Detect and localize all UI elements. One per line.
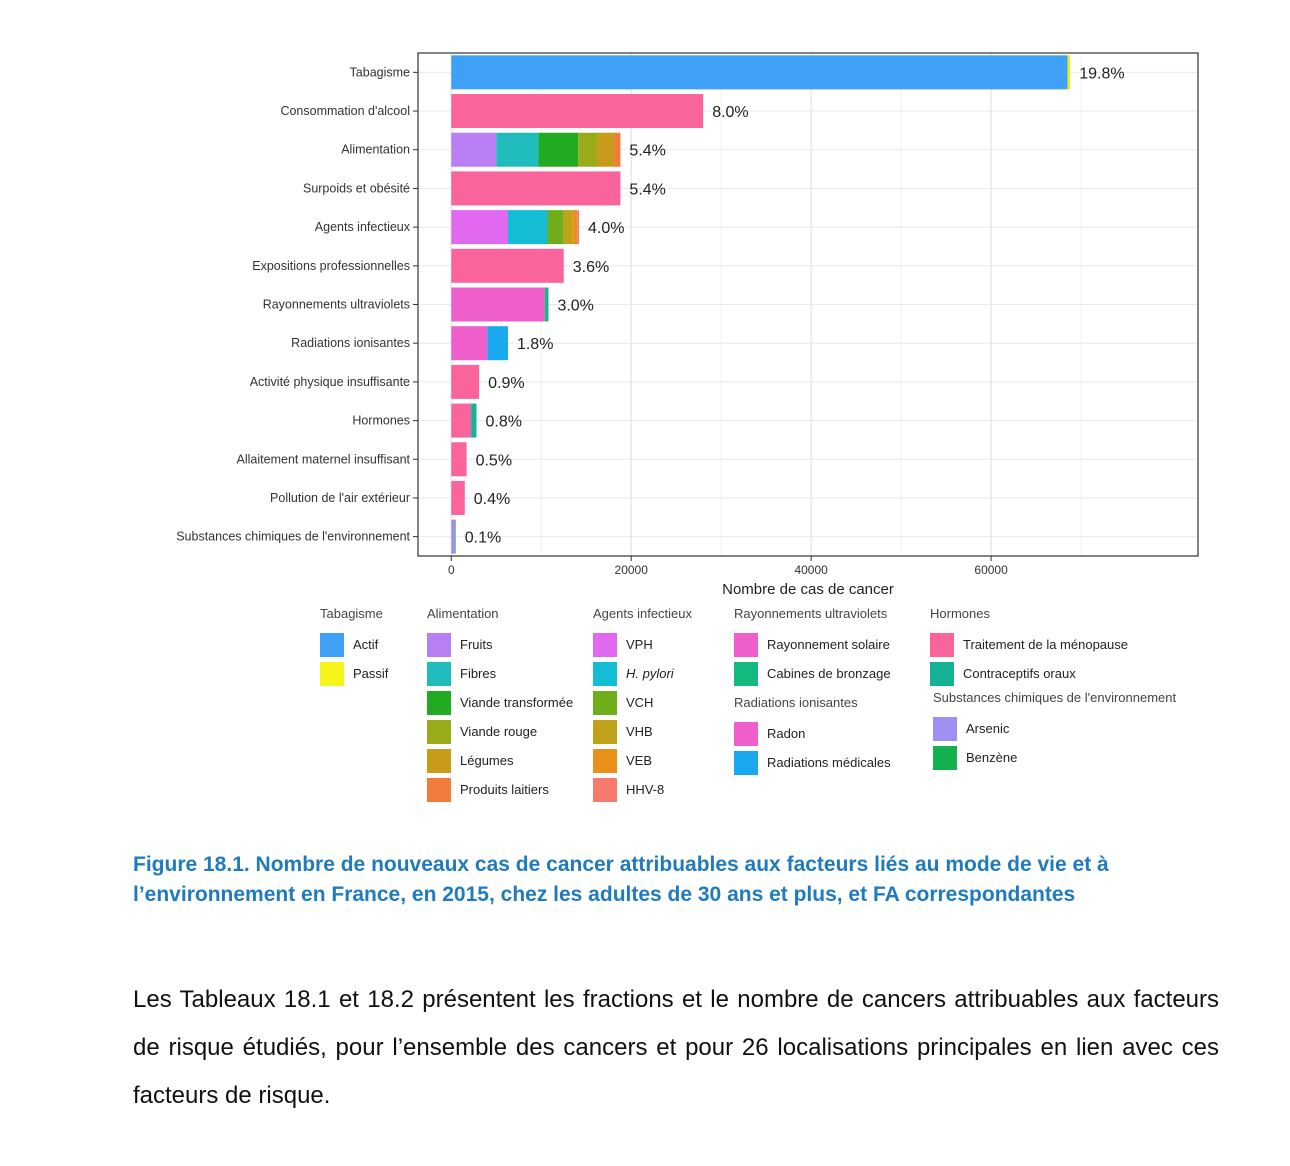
- bar-segment: [451, 520, 455, 554]
- legend-group-agents-infectieux: [593, 604, 692, 804]
- legend-label: Fruits: [460, 637, 493, 652]
- legend-swatch: [427, 749, 451, 773]
- legend-swatch: [734, 722, 758, 746]
- bar-segment: [451, 171, 620, 205]
- legend-item-cabines-de-bronzage: [734, 659, 891, 688]
- legend-item-arsenic: [933, 714, 1176, 743]
- legend-group-tabagisme: [320, 604, 388, 688]
- legend-title: Radiations ionisantes: [734, 695, 858, 710]
- legend-swatch: [933, 746, 957, 770]
- y-tick-label: Alimentation: [341, 142, 410, 157]
- legend-title: Substances chimiques de l'environnement: [933, 690, 1177, 705]
- legend-swatch: [593, 720, 617, 744]
- bar-value-label: 0.5%: [475, 452, 513, 470]
- legend-item-vph: [593, 630, 692, 659]
- legend-item-fibres: [427, 659, 573, 688]
- bar-value-label: 1.8%: [516, 336, 554, 354]
- bar-segment: [539, 133, 579, 167]
- legend-item-viande-transformee: [427, 688, 573, 717]
- legend-label: VHB: [626, 724, 653, 739]
- legend-label: Passif: [353, 666, 389, 681]
- legend-label: Radon: [767, 726, 806, 741]
- legend-label: Rayonnement solaire: [767, 637, 890, 652]
- bar-segment: [578, 133, 597, 167]
- chart-legend: [0, 598, 1290, 828]
- legend-swatch: [427, 778, 451, 802]
- bar-segment: [614, 133, 620, 167]
- legend-item-rayonnement-solaire: [734, 630, 891, 659]
- legend-group-rayonnements-uv: [734, 604, 891, 688]
- legend-label: Arsenic: [966, 721, 1010, 736]
- legend-title: Tabagisme: [320, 606, 383, 621]
- bar-value-label: 0.9%: [488, 374, 525, 392]
- legend-label: H. pylori: [626, 666, 674, 681]
- bar-segment: [496, 133, 538, 167]
- legend-label: Légumes: [460, 753, 514, 768]
- legend-item-vch: [593, 688, 692, 717]
- bar-segment: [573, 210, 577, 244]
- x-tick-label: 0: [447, 563, 455, 577]
- legend-label: VCH: [626, 695, 654, 710]
- bar-value-label: 3.0%: [557, 297, 594, 315]
- bar-value-label: 3.6%: [572, 258, 610, 276]
- legend-label: HHV-8: [626, 782, 665, 797]
- legend-swatch: [734, 751, 758, 775]
- legend-label: VEB: [626, 753, 653, 768]
- bar-segment: [451, 404, 471, 438]
- legend-swatch: [933, 717, 957, 741]
- legend-item-fruits: [427, 630, 573, 659]
- bar-segment: [451, 365, 479, 399]
- bar-segment: [451, 55, 1067, 89]
- bar-segment: [1068, 55, 1071, 89]
- legend-title: Rayonnements ultraviolets: [734, 606, 888, 621]
- legend-label: Radiations médicales: [767, 755, 891, 770]
- legend-item-hhv-8: [593, 775, 692, 804]
- legend-swatch: [593, 778, 617, 802]
- bar-value-label: 4.0%: [588, 220, 625, 238]
- y-tick-label: Agents infectieux: [314, 220, 410, 235]
- legend-item-contraceptifs-oraux: [930, 659, 1128, 688]
- bar-segment: [545, 288, 549, 322]
- bar-segment: [451, 249, 563, 283]
- legend-label: Produits laitiers: [460, 782, 549, 797]
- legend-swatch: [320, 633, 344, 657]
- legend-title: Hormones: [930, 606, 990, 621]
- bar-segment: [451, 288, 545, 322]
- legend-item-benzene: [933, 743, 1176, 772]
- legend-item-legumes: [427, 746, 573, 775]
- legend-group-alimentation: [427, 604, 573, 804]
- legend-item-veb: [593, 746, 692, 775]
- legend-group-hormones: [930, 604, 1128, 688]
- figure-caption: Figure 18.1. Nombre de nouveaux cas de cancer attribuables aux facteurs liés au mode de vie et à l’environnement en France, en 2015, chez les adultes de 30 ans et plus, et FA correspondantes: [133, 853, 1109, 906]
- bar-segment: [487, 326, 508, 360]
- legend-item-produits-laitiers: [427, 775, 573, 804]
- y-tick-label: Consommation d'alcool: [280, 104, 410, 119]
- legend-label: Benzène: [966, 750, 1018, 765]
- legend-title: Agents infectieux: [593, 606, 693, 621]
- legend-label: Actif: [353, 637, 379, 652]
- legend-label: Contraceptifs oraux: [963, 666, 1076, 681]
- y-tick-label: Surpoids et obésité: [302, 181, 410, 196]
- legend-swatch: [734, 633, 758, 657]
- y-tick-label: Radiations ionisantes: [291, 336, 410, 351]
- x-axis-label: Nombre de cas de cancer: [722, 581, 894, 598]
- y-tick-label: Tabagisme: [349, 65, 410, 80]
- legend-item-viande-rouge: [427, 717, 573, 746]
- legend-item-actif: [320, 630, 388, 659]
- bar-value-label: 0.1%: [464, 529, 502, 547]
- legend-label: Fibres: [460, 666, 497, 681]
- legend-title: Alimentation: [427, 606, 499, 621]
- bar-segment: [508, 210, 548, 244]
- y-tick-label: Allaitement maternel insuffisant: [236, 452, 410, 467]
- y-tick-label: Rayonnements ultraviolets: [262, 297, 410, 312]
- bar-segment: [451, 133, 496, 167]
- bar-value-label: 19.8%: [1079, 65, 1125, 83]
- y-tick-label: Substances chimiques de l'environnement: [176, 529, 410, 544]
- bar-segment: [451, 210, 508, 244]
- bar-segment: [451, 442, 466, 476]
- y-tick-label: Hormones: [352, 413, 410, 428]
- legend-label: Traitement de la ménopause: [963, 637, 1129, 652]
- bar-segment: [548, 210, 564, 244]
- x-tick-label: 40000: [794, 563, 828, 577]
- legend-swatch: [930, 633, 954, 657]
- bar-value-label: 5.4%: [629, 181, 666, 199]
- legend-swatch: [593, 749, 617, 773]
- legend-swatch: [427, 633, 451, 657]
- y-tick-label: Activité physique insuffisante: [249, 374, 410, 389]
- legend-swatch: [930, 662, 954, 686]
- legend-group-substances-chimiques: [933, 688, 1176, 772]
- bar-segment: [451, 94, 703, 128]
- bar-segment: [471, 404, 476, 438]
- y-tick-label: Pollution de l'air extérieur: [270, 490, 410, 505]
- bar-segment: [597, 133, 614, 167]
- bar-value-label: 5.4%: [629, 142, 666, 160]
- legend-swatch: [734, 662, 758, 686]
- x-tick-label: 60000: [974, 563, 1008, 577]
- legend-label: Viande transformée: [460, 695, 574, 710]
- legend-item-h-pylori: [593, 659, 692, 688]
- bar-value-label: 0.8%: [485, 413, 522, 431]
- legend-swatch: [593, 633, 617, 657]
- bar-value-label: 8.0%: [712, 104, 749, 122]
- legend-item-radiations-medicales: [734, 748, 891, 777]
- legend-swatch: [320, 662, 344, 686]
- legend-item-vhb: [593, 717, 692, 746]
- legend-swatch: [427, 691, 451, 715]
- bar-value-label: 0.4%: [473, 490, 511, 508]
- legend-swatch: [593, 662, 617, 686]
- legend-swatch: [427, 662, 451, 686]
- y-tick-label: Expositions professionnelles: [252, 258, 410, 273]
- legend-swatch: [593, 691, 617, 715]
- legend-item-radon: [734, 719, 891, 748]
- legend-item-passif: [320, 659, 388, 688]
- bar-segment: [451, 326, 487, 360]
- legend-label: Viande rouge: [460, 724, 538, 739]
- legend-label: VPH: [626, 637, 653, 652]
- legend-swatch: [427, 720, 451, 744]
- bar-segment: [451, 481, 464, 515]
- bar-segment: [577, 210, 579, 244]
- legend-group-radiations-ionisantes: [734, 693, 891, 777]
- legend-item-traitement-menopause: [930, 630, 1128, 659]
- body-paragraph: Les Tableaux 18.1 et 18.2 présentent les fractions et le nombre de cancers attribuables aux facteurs de risque étudiés, pour l’ensemble des cancers et pour 26 localisations principales en lien avec ces facteurs de risque.: [133, 986, 1219, 1109]
- x-tick-label: 20000: [614, 563, 648, 577]
- bar-segment: [564, 210, 573, 244]
- legend-label: Cabines de bronzage: [767, 666, 891, 681]
